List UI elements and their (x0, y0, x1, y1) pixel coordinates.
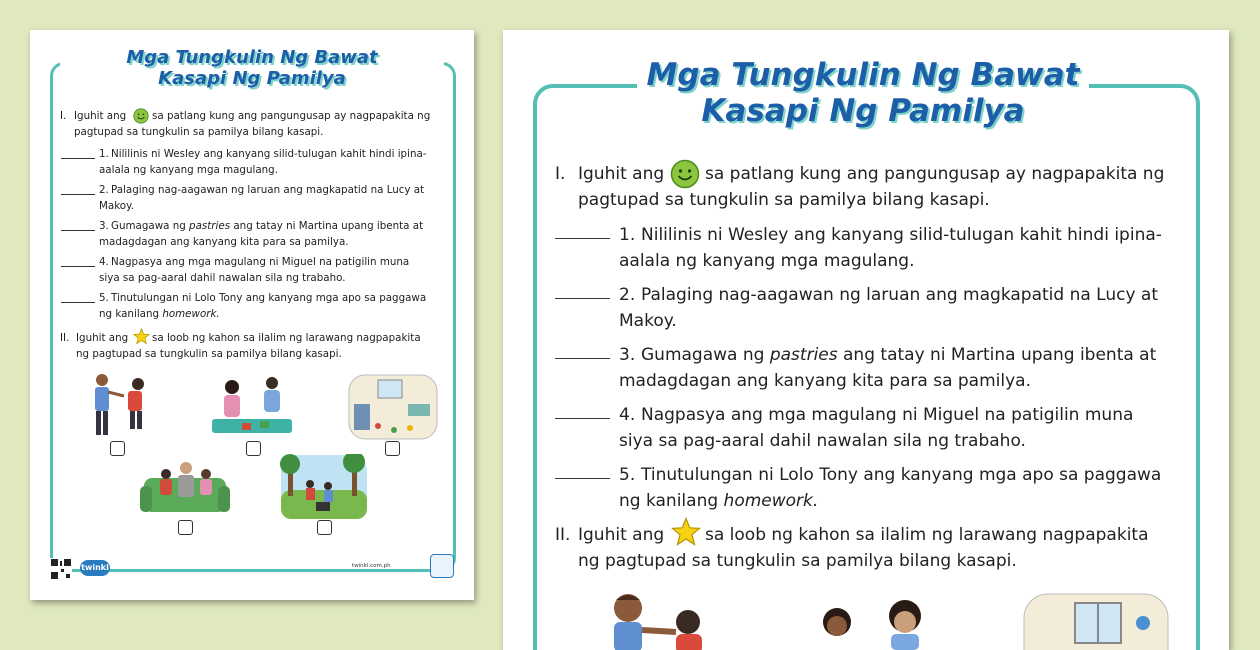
picture-grandfather-helping (138, 460, 232, 520)
item-number: 3. (619, 345, 636, 365)
item-2-line1: Palaging nag-aagawan ng laruan ang magkapatid na Lucy at (641, 285, 1159, 305)
picture-messy-room (1023, 593, 1169, 650)
item-1-line1: Nililinis ni Wesley ang kanyang silid-tulugan kahit hindi ipina- (641, 225, 1162, 245)
picture-children-playing (815, 596, 935, 650)
answer-blank[interactable] (555, 238, 610, 239)
item-number: 5. (619, 465, 636, 485)
item-3-line2: madagdagan ang kanyang kita para sa pamilya. (619, 371, 1031, 391)
picture-checkbox[interactable] (178, 520, 193, 535)
smiley-face-icon (133, 108, 149, 124)
title-line-1: Mga Tungkulin Ng Bawat (126, 47, 378, 68)
answer-blank[interactable] (61, 194, 95, 195)
star-icon (671, 517, 701, 547)
title-line-2: Kasapi Ng Pamilya (158, 67, 346, 89)
item-4-line1: Nagpasya ang mga magulang ni Miguel na patigilin muna (111, 256, 410, 268)
item-number: 4. (619, 405, 636, 425)
item-2-line2: Makoy. (99, 200, 134, 212)
item-3-line1: Gumagawa ng pastries ang tatay ni Martina upang ibenta at (111, 220, 424, 232)
section2-prefix: Iguhit ang (76, 332, 129, 344)
answer-blank[interactable] (61, 266, 95, 267)
item-5-line1: Tinutulungan ni Lolo Tony ang kanyang mga apo sa paggawa (111, 292, 427, 304)
worksheet-title (637, 58, 1089, 129)
title-line-1: Mga Tungkulin Ng Bawat (646, 57, 1080, 93)
qr-code-icon (50, 558, 72, 580)
worksheet-title (60, 48, 444, 89)
section1-numeral: I. (60, 110, 67, 122)
picture-checkbox[interactable] (110, 441, 125, 456)
item-5-line2: ng kanilang homework. (99, 308, 220, 320)
answer-blank[interactable] (61, 158, 95, 159)
section1-text: sa patlang kung ang pangungusap ay nagpapakita ng (152, 110, 431, 122)
badge-icon (430, 554, 454, 578)
star-icon (133, 328, 150, 345)
item-2-line1: Palaging nag-aagawan ng laruan ang magkapatid na Lucy at (111, 184, 425, 196)
footer-url: twinkl.com.ph (352, 563, 391, 569)
item-3-line1: Gumagawa ng pastries ang tatay ni Martina upang ibenta at (641, 345, 1157, 365)
answer-blank[interactable] (61, 302, 95, 303)
picture-siblings-fighting (80, 372, 160, 440)
item-4-line1: Nagpasya ang mga magulang ni Miguel na patigilin muna (641, 405, 1134, 425)
item-4-line2: siya sa pag-aaral dahil nawalan sila ng trabaho. (99, 272, 346, 284)
section1-prefix: Iguhit ang (74, 110, 127, 122)
section2-numeral: II. (555, 525, 571, 545)
section2-text: sa loob ng kahon sa ilalim ng larawang nagpapakita (705, 525, 1149, 545)
item-1-line2: aalala ng kanyang mga magulang. (619, 251, 915, 271)
answer-blank[interactable] (555, 478, 610, 479)
item-2-line2: Makoy. (619, 311, 677, 331)
item-3-line2: madagdagan ang kanyang kita para sa pamilya. (99, 236, 349, 248)
worksheet-main (503, 30, 1229, 650)
section1-text-line2: pagtupad sa tungkulin sa pamilya bilang kasapi. (74, 126, 324, 138)
item-5-line2: ng kanilang homework. (619, 491, 819, 511)
answer-blank[interactable] (555, 418, 610, 419)
picture-checkbox[interactable] (385, 441, 400, 456)
section1-text: sa patlang kung ang pangungusap ay nagpapakita ng (705, 164, 1165, 184)
item-number: 5. (99, 292, 109, 304)
picture-children-playing (208, 375, 296, 437)
item-1-line1: Nililinis ni Wesley ang kanyang silid-tulugan kahit hindi ipina- (111, 148, 427, 160)
section1-prefix: Iguhit ang (578, 164, 665, 184)
picture-checkbox[interactable] (317, 520, 332, 535)
answer-blank[interactable] (555, 298, 610, 299)
picture-siblings-fighting (598, 590, 718, 650)
section2-text-line2: ng pagtupad sa tungkulin sa pamilya bilang kasapi. (578, 551, 1017, 571)
picture-family-picnic (280, 454, 368, 520)
title-line-2: Kasapi Ng Pamilya (701, 92, 1025, 129)
answer-blank[interactable] (61, 230, 95, 231)
item-number: 2. (619, 285, 636, 305)
item-number: 1. (99, 148, 109, 160)
answer-blank[interactable] (555, 358, 610, 359)
item-number: 1. (619, 225, 636, 245)
item-4-line2: siya sa pag-aaral dahil nawalan sila ng trabaho. (619, 431, 1026, 451)
section2-text: sa loob ng kahon sa ilalim ng larawang nagpapakita (152, 332, 421, 344)
section2-prefix: Iguhit ang (578, 525, 665, 545)
worksheet-thumbnail (30, 30, 474, 600)
picture-messy-room (348, 374, 438, 440)
item-number: 4. (99, 256, 109, 268)
section1-numeral: I. (555, 164, 566, 184)
item-number: 2. (99, 184, 109, 196)
section2-text-line2: ng pagtupad sa tungkulin sa pamilya bilang kasapi. (76, 348, 342, 360)
item-number: 3. (99, 220, 109, 232)
twinkl-logo: twinkl (80, 560, 110, 576)
section2-numeral: II. (60, 332, 70, 344)
item-1-line2: aalala ng kanyang mga magulang. (99, 164, 278, 176)
section1-text-line2: pagtupad sa tungkulin sa pamilya bilang kasapi. (578, 190, 990, 210)
item-5-line1: Tinutulungan ni Lolo Tony ang kanyang mga apo sa paggawa (641, 465, 1162, 485)
smiley-face-icon (670, 159, 700, 189)
picture-checkbox[interactable] (246, 441, 261, 456)
